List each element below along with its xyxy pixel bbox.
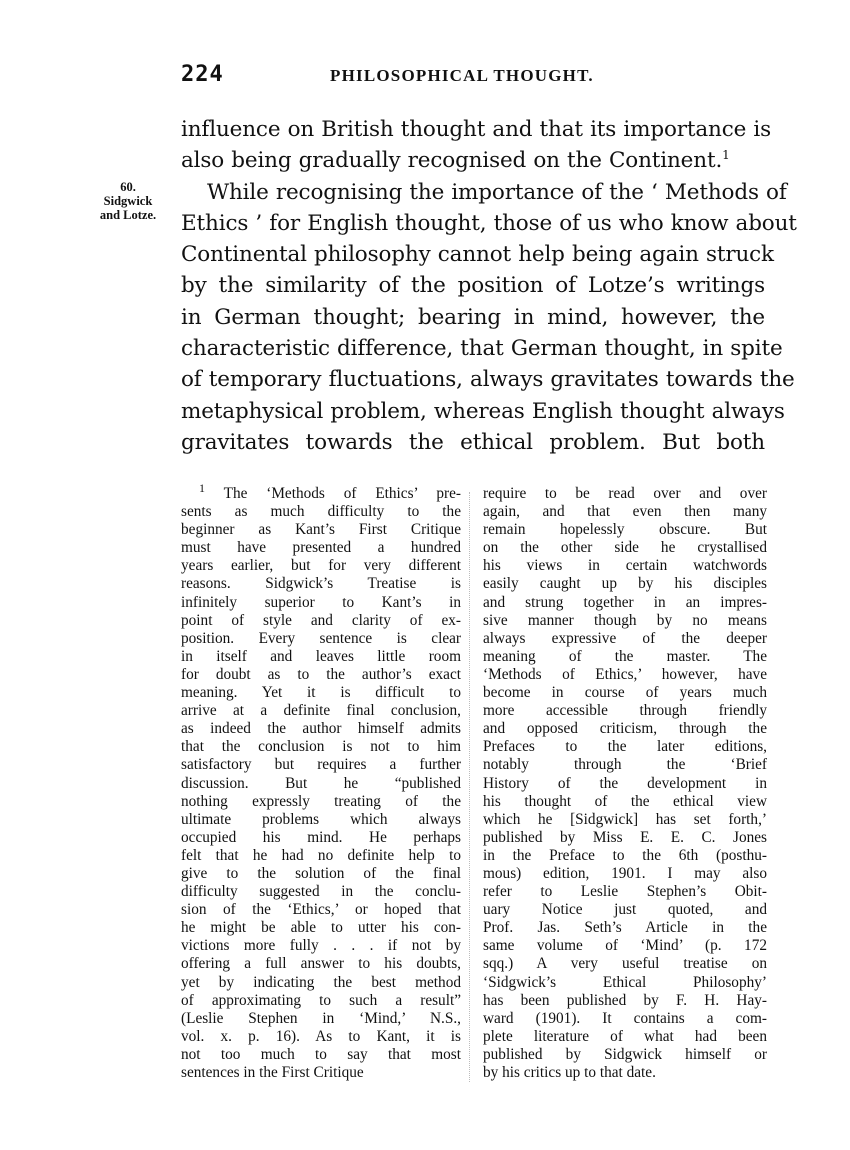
footnote-line: easily caught up by his disciples (483, 575, 767, 593)
footnote-line: which he [Sidgwick] has set forth,’ (483, 810, 767, 828)
footnote-line: in itself and leaves little room (181, 647, 461, 665)
footnote-line: History of the development in (483, 774, 767, 792)
margin-note-line: and Lotze. (99, 208, 157, 222)
body-line: of temporary fluctuations, always gravitates towards the (181, 367, 795, 393)
footnote-line: victions more fully . . . if not by (181, 937, 461, 955)
footnote-line: not too much to say that most (181, 1045, 461, 1063)
footnote-line: and opposed criticism, through the (483, 720, 767, 738)
margin-note-number: 60. (120, 180, 136, 194)
footnote-line: point of style and clarity of ex- (181, 611, 461, 629)
footnote-line: ultimate problems which always (181, 810, 461, 828)
footnote-column-left (181, 480, 461, 1082)
footnote-line: become in course of years much (483, 684, 767, 702)
footnote-line: vol. x. p. 16). As to Kant, it is (181, 1027, 461, 1045)
footnote-line: for doubt as to the author’s exact (181, 665, 461, 683)
footnote-line: always expressive of the deeper (483, 629, 767, 647)
footnote-line: Prof. Jas. Seth’s Article in the (483, 919, 767, 937)
footnote-line: Prefaces to the later editions, (483, 738, 767, 756)
body-line: in German thought; bearing in mind, however, the (181, 304, 765, 330)
footnote-line: years earlier, but for very different (181, 557, 461, 575)
footnote-line: reasons. Sidgwick’s Treatise is (181, 575, 461, 593)
footnote-line: notably through the ‘Brief (483, 756, 767, 774)
footnote-line: arrive at a definite final conclusion, (181, 702, 461, 720)
footnote-line: published by Miss E. E. C. Jones (483, 828, 767, 846)
footnote-line: of approximating to such a result” (181, 991, 461, 1009)
footnote-line: plete literature of what had been (483, 1027, 767, 1045)
footnote-line: give to the solution of the final (181, 864, 461, 882)
footnote-line: sents as much difficulty to the (181, 503, 461, 521)
footnote-line: again, and that even then many (483, 503, 767, 521)
footnote-line: discussion. But he “published (181, 774, 461, 792)
body-line (181, 145, 765, 176)
footnote-line-text: The ‘Methods of Ethics’ pre- (223, 485, 461, 502)
footnote-line: has been published by F. H. Hay- (483, 991, 767, 1009)
footnote-ref: 1 (722, 148, 730, 163)
footnote-line: nothing expressly treating of the (181, 792, 461, 810)
footnote-line: satisfactory but requires a further (181, 756, 461, 774)
column-divider (469, 492, 471, 1082)
footnote-line: beginner as Kant’s First Critique (181, 521, 461, 539)
footnote-line: require to be read over and over (483, 485, 767, 502)
body-line: Ethics ’ for English thought, those of us who know about (181, 210, 797, 236)
body-line: While recognising the importance of the ‘ Methods of (207, 179, 787, 205)
footnote-line: must have presented a hundred (181, 539, 461, 557)
body-line: characteristic difference, that German thought, in spite (181, 336, 783, 362)
footnote-line: more accessible through friendly (483, 702, 767, 720)
body-line-text: also being gradually recognised on the Continent. (181, 148, 723, 174)
margin-note-line: Sidgwick (103, 194, 153, 208)
footnote-line: by his critics up to that date. (483, 1064, 656, 1081)
page-number: 224 (181, 62, 224, 87)
footnote-line: same volume of ‘Mind’ (p. 172 (483, 937, 767, 955)
body-line: influence on British thought and that its importance is (181, 117, 771, 142)
footnote-marker: 1 (199, 480, 205, 495)
body-line: Continental philosophy cannot help being again struck (181, 242, 774, 268)
body-line: by the similarity of the position of Lotze’s writings (181, 273, 765, 299)
footnote-line: mous) edition, 1901. I may also (483, 864, 767, 882)
footnote-line: difficulty suggested in the conclu- (181, 883, 461, 901)
footnote-line: offering a full answer to his doubts, (181, 955, 461, 973)
footnote-line: that the conclusion is not to him (181, 738, 461, 756)
footnote-line: yet by indicating the best method (181, 973, 461, 991)
footnote-line: infinitely superior to Kant’s in (181, 593, 461, 611)
footnote-line: in the Preface to the 6th (posthu- (483, 846, 767, 864)
footnote-line: and strung together in an impres- (483, 593, 767, 611)
footnote-line: sqq.) A very useful treatise on (483, 955, 767, 973)
running-head: PHILOSOPHICAL THOUGHT. (330, 66, 594, 85)
footnote-line: uary Notice just quoted, and (483, 901, 767, 919)
footnote-line: published by Sidgwick himself or (483, 1045, 767, 1063)
footnote-line: refer to Leslie Stephen’s Obit- (483, 883, 767, 901)
footnote-line: (Leslie Stephen in ‘Mind,’ N.S., (181, 1009, 461, 1027)
footnote-line: on the other side he crystallised (483, 539, 767, 557)
body-line: gravitates towards the ethical problem. But both (181, 429, 765, 455)
footnote-line (181, 480, 461, 503)
footnote-line: meaning of the master. The (483, 647, 767, 665)
footnote-line: as indeed the author himself admits (181, 720, 461, 738)
margin-note (88, 180, 168, 222)
footnote-line: sive manner though by no means (483, 611, 767, 629)
footnote-line: his thought of the ethical view (483, 792, 767, 810)
footnote-line: his views in certain watchwords (483, 557, 767, 575)
footnote-line: position. Every sentence is clear (181, 629, 461, 647)
footnote-line: meaning. Yet it is difficult to (181, 684, 461, 702)
footnote-line: remain hopelessly obscure. But (483, 521, 767, 539)
footnote-line: he might be able to utter his con- (181, 919, 461, 937)
footnote-line: ‘Sidgwick’s Ethical Philosophy’ (483, 973, 767, 991)
footnote-column-right (483, 485, 767, 1082)
footnote-line: sentences in the First Critique (181, 1064, 364, 1081)
footnote-line: occupied his mind. He perhaps (181, 828, 461, 846)
footnote-line: felt that he had no definite help to (181, 846, 461, 864)
footnote-line: ward (1901). It contains a com- (483, 1009, 767, 1027)
footnote-line: sion of the ‘Ethics,’ or hoped that (181, 901, 461, 919)
footnote-line: ‘Methods of Ethics,’ however, have (483, 665, 767, 683)
body-line: metaphysical problem, whereas English thought always (181, 398, 785, 424)
body-text (181, 114, 797, 458)
